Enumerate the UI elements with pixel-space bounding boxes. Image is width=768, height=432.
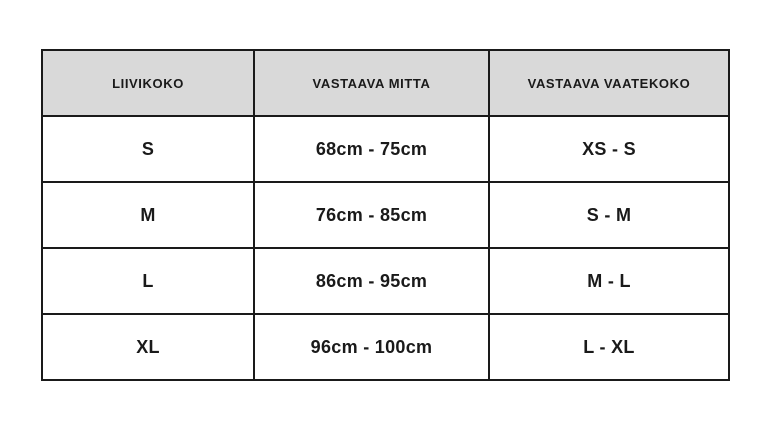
cell-measure: 86cm - 95cm bbox=[254, 248, 489, 314]
table-row bbox=[42, 248, 729, 314]
cell-garment: M - L bbox=[489, 248, 729, 314]
cell-size: S bbox=[42, 116, 254, 182]
table-row bbox=[42, 182, 729, 248]
cell-garment: XS - S bbox=[489, 116, 729, 182]
cell-garment: L - XL bbox=[489, 314, 729, 380]
size-chart-table bbox=[41, 49, 730, 381]
cell-size: L bbox=[42, 248, 254, 314]
header-cell-vaatekoko: VASTAAVA VAATEKOKO bbox=[489, 50, 729, 116]
cell-size: XL bbox=[42, 314, 254, 380]
table-row bbox=[42, 116, 729, 182]
table-row bbox=[42, 314, 729, 380]
header-cell-liivikoko: LIIVIKOKO bbox=[42, 50, 254, 116]
table-header-row bbox=[42, 50, 729, 116]
cell-measure: 96cm - 100cm bbox=[254, 314, 489, 380]
cell-measure: 68cm - 75cm bbox=[254, 116, 489, 182]
cell-size: M bbox=[42, 182, 254, 248]
cell-measure: 76cm - 85cm bbox=[254, 182, 489, 248]
cell-garment: S - M bbox=[489, 182, 729, 248]
header-cell-mitta: VASTAAVA MITTA bbox=[254, 50, 489, 116]
